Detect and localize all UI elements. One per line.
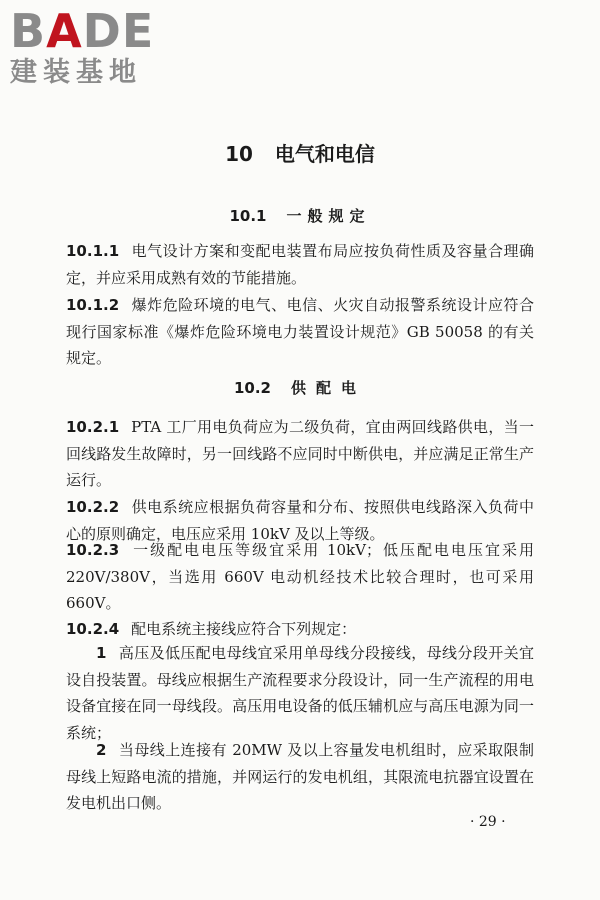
clause-number: 10.2.4 <box>66 620 120 638</box>
clause-10-2-4 <box>66 616 534 643</box>
chapter-number: 10 <box>225 142 253 166</box>
section-heading-10-2 <box>0 377 600 399</box>
chapter-name: 电气和电信 <box>274 142 375 166</box>
item-number: 1 <box>96 644 107 662</box>
item-text: 当母线上连接有 20MW 及以上容量发电机组时，应采取限制母线上短路电流的措施，并网运行的发电机组，其限流电抗器宜设置在发电机出口侧。 <box>66 741 534 812</box>
clause-number: 10.2.2 <box>66 498 120 516</box>
clause-10-2-3 <box>66 537 534 617</box>
clause-10-1-2 <box>66 292 534 372</box>
section-heading-10-1 <box>0 205 600 227</box>
section-number: 10.2 <box>233 379 271 397</box>
clause-text: 一级配电电压等级宜采用 10kV；低压配电电压宜采用 220V/380V，当选用 660V 电动机经技术比较合理时，也可采用 660V。 <box>66 541 534 612</box>
clause-number: 10.1.2 <box>66 296 120 314</box>
clause-text: 配电系统主接线应符合下列规定： <box>131 620 357 638</box>
section-title: 供配电 <box>291 379 367 397</box>
item-text: 高压及低压配电母线宜采用单母线分段接线，母线分段开关宜设自投装置。母线应根据生产流程要求分段设计，同一生产流程的用电设备宜接在同一母线段。高压用电设备的低压辅机应与高压电源为同一系统； <box>66 644 534 742</box>
clause-number: 10.2.1 <box>66 418 120 436</box>
item-number: 2 <box>96 741 107 759</box>
logo-letter-b: B <box>10 4 47 58</box>
list-item-2 <box>66 737 534 817</box>
clause-text: 电气设计方案和变配电装置布局应按负荷性质及容量合理确定，并应采用成熟有效的节能措施。 <box>66 242 534 287</box>
page-number: · 29 · <box>470 814 506 830</box>
logo-wordmark <box>10 6 180 56</box>
section-title: 一般规定 <box>286 207 371 225</box>
clause-10-1-1 <box>66 238 534 291</box>
logo-letter-a-accent: A <box>46 4 83 58</box>
clause-number: 10.1.1 <box>66 242 120 260</box>
clause-text: 供电系统应根据负荷容量和分布、按照供电线路深入负荷中心的原则确定，电压应采用 10kV 及以上等级。 <box>66 498 534 543</box>
chapter-title <box>0 140 600 168</box>
logo-subtitle: 建装基地 <box>10 57 142 88</box>
bade-logo <box>10 6 180 90</box>
clause-10-2-1 <box>66 414 534 494</box>
section-number: 10.1 <box>229 207 267 225</box>
clause-number: 10.2.3 <box>66 541 120 559</box>
clause-text: PTA 工厂用电负荷应为二级负荷，宜由两回线路供电，当一回线路发生故障时，另一回线路不应同时中断供电，并应满足正常生产运行。 <box>66 418 534 489</box>
logo-letters-de: DE <box>82 4 155 58</box>
clause-text: 爆炸危险环境的电气、电信、火灾自动报警系统设计应符合现行国家标准《爆炸危险环境电力装置设计规范》GB 50058 的有关规定。 <box>66 296 534 367</box>
list-item-1 <box>66 640 534 746</box>
